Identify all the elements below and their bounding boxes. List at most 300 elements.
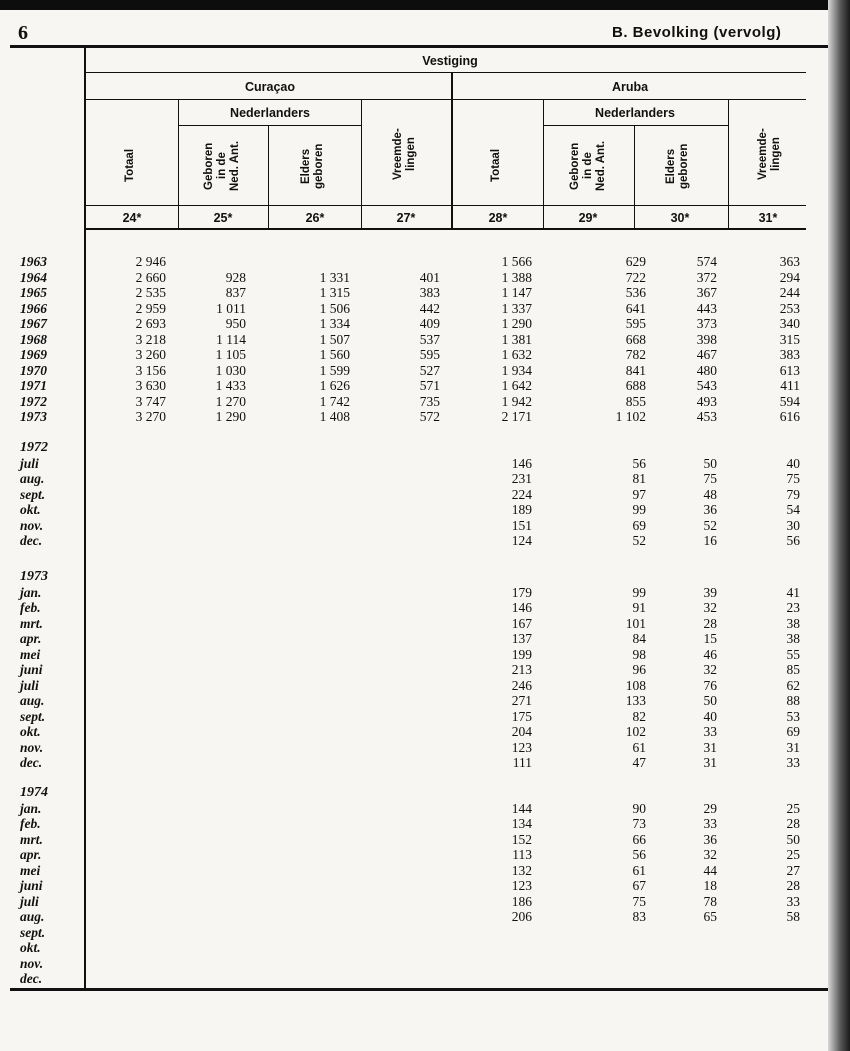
table-cell: 132	[511, 862, 532, 878]
row-label: okt.	[20, 724, 41, 739]
top-rule	[10, 45, 828, 48]
table-row	[0, 395, 850, 409]
table-row	[0, 957, 850, 971]
table-cell: 40	[703, 708, 717, 724]
table-cell: 1 011	[216, 300, 246, 316]
table-row	[0, 255, 850, 269]
table-cell: 246	[511, 677, 532, 693]
table-cell: 253	[779, 300, 800, 316]
table-cell: 56	[632, 455, 646, 471]
table-row	[0, 570, 850, 584]
colnum-25: 25*	[213, 211, 233, 225]
table-cell: 108	[625, 677, 646, 693]
table-cell: 66	[632, 831, 646, 847]
table-cell: 36	[703, 831, 717, 847]
table-cell: 383	[779, 347, 800, 362]
table-cell: 75	[703, 471, 717, 486]
table-cell: 146	[511, 600, 532, 615]
table-cell: 204	[511, 724, 532, 739]
row-label: 1967	[20, 316, 47, 331]
header-nederlanders-curacao: Nederlanders	[230, 106, 310, 120]
table-row	[0, 617, 850, 631]
col-header-vreemdelingen-curacao: Vreemde- lingen	[392, 128, 417, 181]
table-cell: 641	[625, 300, 646, 316]
row-label: nov.	[20, 955, 44, 971]
table-cell: 84	[632, 631, 646, 646]
table-cell: 1 507	[319, 331, 350, 347]
table-row	[0, 601, 850, 615]
table-cell: 1 030	[215, 362, 246, 378]
nederlanders-underline-c	[178, 125, 361, 126]
row-label: 1972	[20, 393, 47, 409]
row-label: feb.	[20, 816, 41, 831]
table-cell: 33	[703, 816, 717, 831]
colnum-bottom-rule	[86, 228, 806, 230]
table-cell: 1 632	[501, 347, 532, 362]
table-cell: 688	[625, 378, 646, 393]
row-label: nov.	[20, 517, 44, 533]
table-cell: 102	[625, 724, 646, 739]
table-cell: 782	[625, 347, 646, 362]
table-cell: 224	[511, 486, 532, 502]
table-cell: 47	[632, 755, 646, 770]
table-cell: 53	[786, 708, 800, 724]
table-cell: 123	[511, 739, 532, 755]
row-label: mei	[20, 862, 41, 878]
table-cell: 3 630	[135, 378, 166, 393]
table-cell: 1 105	[215, 347, 246, 362]
table-cell: 133	[625, 693, 646, 708]
table-row	[0, 786, 850, 800]
table-row	[0, 441, 850, 455]
table-cell: 3 218	[135, 331, 166, 347]
table-cell: 28	[703, 615, 717, 631]
col-header-elders-aruba: Elders geboren	[665, 143, 690, 189]
table-cell: 98	[632, 646, 646, 662]
table-cell: 52	[703, 517, 717, 533]
table-cell: 1 337	[501, 300, 532, 316]
table-cell: 39	[703, 584, 717, 600]
header-aruba: Aruba	[611, 80, 649, 94]
table-cell: 81	[632, 471, 646, 486]
col-header-elders-curacao: Elders geboren	[300, 143, 325, 189]
table-cell: 69	[786, 724, 800, 739]
table-row	[0, 663, 850, 677]
colnum-30: 30*	[670, 211, 690, 225]
table-cell: 1 334	[319, 316, 350, 331]
table-cell: 1 942	[501, 393, 532, 409]
table-cell: 536	[625, 285, 646, 300]
table-cell: 1 102	[615, 409, 646, 424]
table-cell: 411	[780, 378, 800, 393]
table-cell: 75	[632, 893, 646, 909]
row-label: mrt.	[20, 831, 43, 847]
table-cell: 123	[511, 878, 532, 893]
table-row	[0, 756, 850, 770]
col-header-totaal-curacao: Totaal	[124, 148, 136, 182]
table-row	[0, 972, 850, 986]
table-cell: 453	[696, 409, 717, 424]
colnum-29: 29*	[578, 211, 598, 225]
table-row	[0, 648, 850, 662]
header-curacao: Curaçao	[244, 80, 296, 94]
table-cell: 367	[696, 285, 717, 300]
table-cell: 124	[511, 533, 532, 548]
table-cell: 467	[696, 347, 717, 362]
table-cell: 1 290	[501, 316, 532, 331]
table-cell: 837	[225, 285, 246, 300]
table-cell: 3 260	[135, 347, 166, 362]
table-cell: 231	[511, 471, 532, 486]
row-label: 1970	[20, 362, 47, 378]
table-cell: 2 171	[501, 409, 532, 424]
colnum-28: 28*	[488, 211, 508, 225]
row-label: jan.	[20, 584, 42, 600]
vestiging-underline	[86, 72, 806, 73]
row-label: dec.	[20, 971, 43, 986]
colnum-26: 26*	[305, 211, 325, 225]
table-cell: 2 693	[135, 316, 166, 331]
table-cell: 1 742	[319, 393, 350, 409]
table-cell: 179	[511, 584, 532, 600]
table-cell: 1 566	[501, 254, 532, 269]
table-cell: 134	[511, 816, 532, 831]
table-cell: 189	[511, 502, 532, 517]
table-row	[0, 694, 850, 708]
table-row	[0, 679, 850, 693]
table-cell: 146	[511, 455, 532, 471]
table-row	[0, 488, 850, 502]
table-cell: 735	[419, 393, 440, 409]
table-cell: 78	[703, 893, 717, 909]
table-row	[0, 503, 850, 517]
page-number: 6	[18, 22, 28, 44]
row-label: 1971	[20, 378, 47, 393]
table-cell: 85	[786, 662, 800, 677]
table-row	[0, 519, 850, 533]
table-cell: 2 535	[135, 285, 166, 300]
col-header-vreemdelingen-aruba: Vreemde- lingen	[757, 128, 782, 181]
table-cell: 1 331	[319, 269, 350, 285]
table-row	[0, 725, 850, 739]
table-cell: 527	[419, 362, 440, 378]
table-cell: 75	[786, 471, 800, 486]
table-cell: 40	[786, 455, 800, 471]
col-header-geboren-aruba: Geboren in de Ned. Ant.	[569, 140, 607, 192]
table-cell: 61	[632, 862, 646, 878]
table-cell: 79	[786, 486, 800, 502]
table-cell: 52	[632, 533, 646, 548]
row-label: 1965	[20, 285, 47, 300]
table-row	[0, 817, 850, 831]
table-cell: 1 433	[215, 378, 246, 393]
table-cell: 54	[786, 502, 800, 517]
table-cell: 97	[632, 486, 646, 502]
table-cell: 443	[696, 300, 717, 316]
table-cell: 1 626	[319, 378, 350, 393]
row-label: juni	[20, 662, 43, 677]
table-row	[0, 833, 850, 847]
table-cell: 1 934	[501, 362, 532, 378]
table-row	[0, 879, 850, 893]
table-cell: 244	[779, 285, 800, 300]
table-cell: 111	[512, 755, 532, 770]
table-cell: 1 599	[319, 362, 350, 378]
table-cell: 91	[632, 600, 646, 615]
table-row	[0, 457, 850, 471]
table-cell: 928	[225, 269, 246, 285]
table-row	[0, 534, 850, 548]
table-cell: 61	[632, 739, 646, 755]
table-cell: 629	[625, 254, 646, 269]
table-cell: 1 408	[319, 409, 350, 424]
row-label: mei	[20, 646, 41, 662]
table-cell: 3 156	[135, 362, 166, 378]
table-cell: 2 660	[135, 269, 166, 285]
table-cell: 23	[786, 600, 800, 615]
table-cell: 1 147	[501, 285, 532, 300]
table-cell: 67	[632, 878, 646, 893]
table-cell: 76	[703, 677, 717, 693]
table-cell: 442	[419, 300, 440, 316]
curacao-aruba-divider	[451, 73, 453, 230]
table-row	[0, 926, 850, 940]
table-cell: 36	[703, 502, 717, 517]
row-label: apr.	[20, 847, 42, 862]
row-label: sept.	[20, 924, 46, 940]
table-cell: 493	[696, 393, 717, 409]
row-label: okt.	[20, 502, 41, 517]
table-row	[0, 910, 850, 924]
table-cell: 372	[696, 269, 717, 285]
header-vestiging: Vestiging	[422, 54, 478, 68]
table-cell: 668	[625, 331, 646, 347]
table-cell: 33	[786, 755, 800, 770]
table-cell: 2 959	[135, 300, 166, 316]
year-label: 1972	[20, 440, 48, 455]
table-row	[0, 895, 850, 909]
table-cell: 722	[625, 269, 646, 285]
row-label: sept.	[20, 708, 46, 724]
table-cell: 1 315	[319, 285, 350, 300]
table-cell: 25	[786, 800, 800, 816]
table-cell: 99	[632, 584, 646, 600]
table-cell: 1 270	[215, 393, 246, 409]
table-cell: 56	[786, 533, 800, 548]
row-label: juli	[20, 893, 39, 909]
table-cell: 1 642	[501, 378, 532, 393]
row-label: feb.	[20, 600, 41, 615]
table-cell: 175	[511, 708, 532, 724]
table-row	[0, 632, 850, 646]
table-cell: 572	[419, 409, 440, 424]
table-row	[0, 864, 850, 878]
table-cell: 82	[632, 708, 646, 724]
vline-a2	[634, 126, 635, 230]
table-cell: 50	[786, 831, 800, 847]
table-cell: 31	[786, 739, 800, 755]
table-row	[0, 286, 850, 300]
table-row	[0, 802, 850, 816]
table-cell: 50	[703, 693, 717, 708]
table-cell: 16	[703, 533, 717, 548]
table-row	[0, 710, 850, 724]
table-cell: 537	[419, 331, 440, 347]
table-cell: 31	[703, 739, 717, 755]
table-cell: 340	[779, 316, 800, 331]
table-cell: 38	[786, 631, 800, 646]
table-cell: 595	[625, 316, 646, 331]
table-cell: 32	[703, 847, 717, 862]
table-cell: 31	[703, 755, 717, 770]
table-row	[0, 741, 850, 755]
row-label: dec.	[20, 755, 43, 770]
table-cell: 69	[632, 517, 646, 533]
row-label: aug.	[20, 909, 45, 924]
table-cell: 32	[703, 600, 717, 615]
nederlanders-underline-a	[543, 125, 728, 126]
table-cell: 30	[786, 517, 800, 533]
table-cell: 151	[511, 517, 532, 533]
row-label: 1968	[20, 331, 47, 347]
table-cell: 29	[703, 800, 717, 816]
table-cell: 315	[779, 331, 800, 347]
table-cell: 401	[419, 269, 440, 285]
table-cell: 33	[786, 893, 800, 909]
table-cell: 46	[703, 646, 717, 662]
table-cell: 595	[419, 347, 440, 362]
table-cell: 616	[779, 409, 800, 424]
table-cell: 96	[632, 662, 646, 677]
row-label: juli	[20, 677, 39, 693]
table-row	[0, 410, 850, 424]
table-cell: 50	[703, 455, 717, 471]
region-underline	[86, 99, 806, 100]
table-cell: 1 560	[319, 347, 350, 362]
row-label: 1966	[20, 300, 47, 316]
table-cell: 44	[703, 862, 717, 878]
table-row	[0, 333, 850, 347]
table-cell: 841	[625, 362, 646, 378]
row-label: 1973	[20, 409, 47, 424]
row-label: jan.	[20, 800, 42, 816]
table-cell: 1 290	[215, 409, 246, 424]
table-cell: 480	[696, 362, 717, 378]
table-cell: 186	[511, 893, 532, 909]
header-nederlanders-aruba: Nederlanders	[595, 106, 675, 120]
table-cell: 199	[511, 646, 532, 662]
table-cell: 144	[511, 800, 532, 816]
table-cell: 152	[511, 831, 532, 847]
table-cell: 38	[786, 615, 800, 631]
vline-c2	[268, 126, 269, 230]
year-label: 1974	[20, 785, 48, 800]
table-cell: 113	[512, 847, 532, 862]
year-label: 1973	[20, 569, 48, 584]
table-cell: 383	[419, 285, 440, 300]
table-cell: 41	[786, 584, 800, 600]
table-cell: 56	[632, 847, 646, 862]
table-cell: 613	[779, 362, 800, 378]
row-label: nov.	[20, 739, 44, 755]
table-cell: 25	[786, 847, 800, 862]
table-cell: 18	[703, 878, 717, 893]
table-cell: 73	[632, 816, 646, 831]
table-cell: 409	[419, 316, 440, 331]
table-cell: 1 114	[216, 331, 246, 347]
table-cell: 55	[786, 646, 800, 662]
table-cell: 15	[703, 631, 717, 646]
row-label: aug.	[20, 471, 45, 486]
table-cell: 99	[632, 502, 646, 517]
table-cell: 3 747	[135, 393, 166, 409]
table-cell: 213	[511, 662, 532, 677]
table-cell: 855	[625, 393, 646, 409]
row-label: 1963	[20, 254, 47, 269]
row-label: dec.	[20, 533, 43, 548]
table-row	[0, 348, 850, 362]
row-label: 1969	[20, 347, 47, 362]
header-bottom-rule	[86, 205, 806, 206]
vline-c3	[361, 100, 362, 230]
table-cell: 2 946	[135, 254, 166, 269]
table-row	[0, 472, 850, 486]
table-cell: 28	[786, 816, 800, 831]
row-label: mrt.	[20, 615, 43, 631]
table-row	[0, 848, 850, 862]
table-cell: 33	[703, 724, 717, 739]
table-row	[0, 271, 850, 285]
colnum-31: 31*	[758, 211, 778, 225]
colnum-27: 27*	[396, 211, 416, 225]
table-row	[0, 364, 850, 378]
table-cell: 137	[511, 631, 532, 646]
table-row	[0, 317, 850, 331]
table-cell: 1 506	[319, 300, 350, 316]
row-label: aug.	[20, 693, 45, 708]
table-cell: 48	[703, 486, 717, 502]
table-cell: 574	[696, 254, 717, 269]
table-cell: 101	[625, 615, 646, 631]
row-label: apr.	[20, 631, 42, 646]
colnum-24: 24*	[122, 211, 142, 225]
table-row	[0, 941, 850, 955]
table-cell: 571	[419, 378, 440, 393]
table-cell: 65	[703, 909, 717, 924]
table-cell: 363	[779, 254, 800, 269]
col-header-totaal-aruba: Totaal	[490, 148, 502, 182]
table-cell: 28	[786, 878, 800, 893]
table-cell: 294	[779, 269, 800, 285]
table-cell: 950	[225, 316, 246, 331]
table-cell: 271	[511, 693, 532, 708]
table-bottom-rule	[10, 988, 828, 991]
table-cell: 543	[696, 378, 717, 393]
table-cell: 1 388	[501, 269, 532, 285]
table-cell: 83	[632, 909, 646, 924]
row-label: 1964	[20, 269, 47, 285]
table-row	[0, 379, 850, 393]
table-cell: 398	[696, 331, 717, 347]
table-cell: 3 270	[135, 409, 166, 424]
row-label: juni	[20, 878, 43, 893]
table-cell: 32	[703, 662, 717, 677]
table-cell: 62	[786, 677, 800, 693]
row-label: juli	[20, 455, 39, 471]
section-heading: B. Bevolking (vervolg)	[612, 24, 782, 41]
row-label: sept.	[20, 486, 46, 502]
row-label: okt.	[20, 940, 41, 955]
